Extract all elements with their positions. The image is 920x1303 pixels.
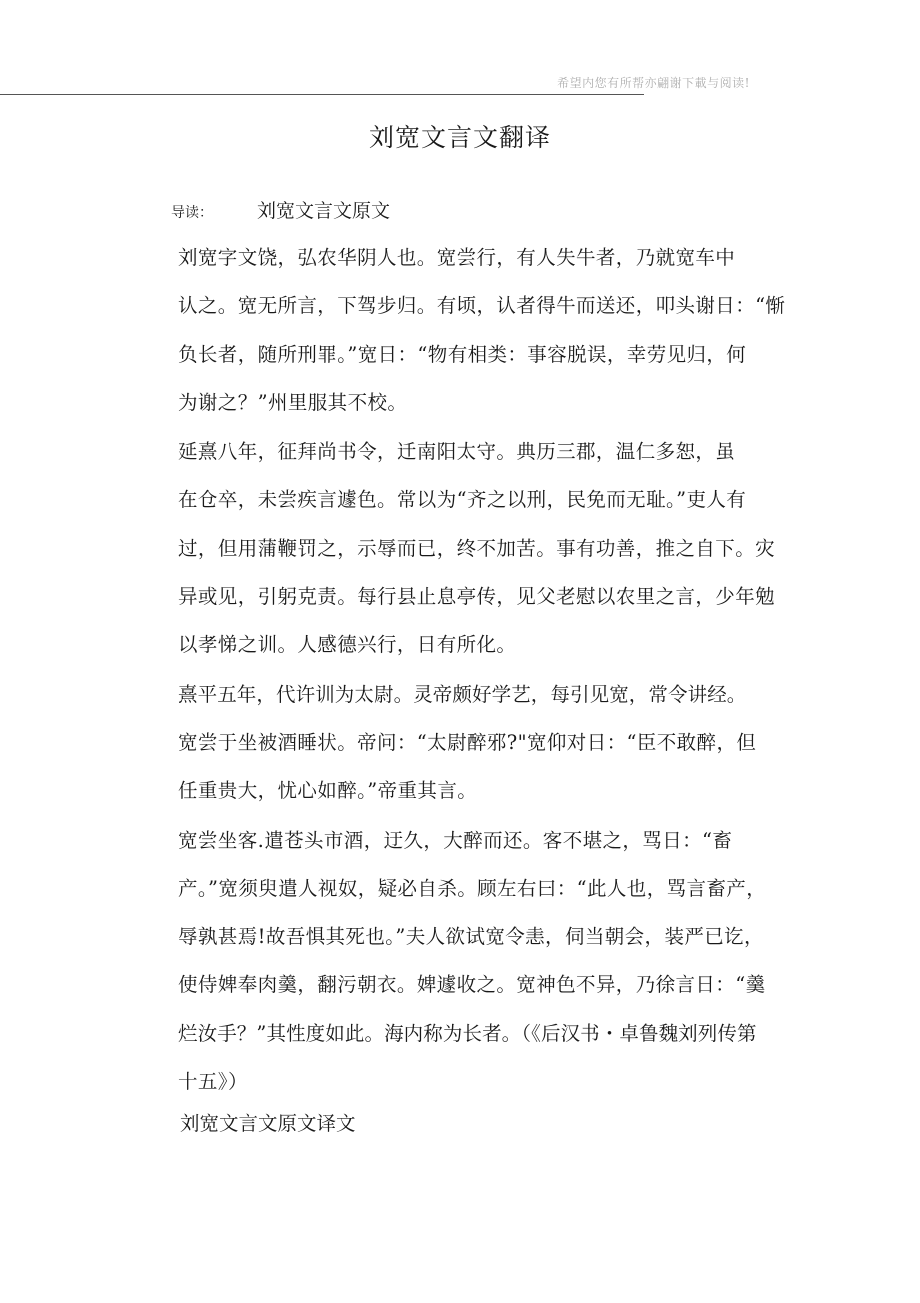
text-line: 延熹八年，征拜尚书令，迁南阳太守。典历三郡，温仁多恕，虽 — [178, 440, 736, 464]
text-line: 以孝悌之训。人感德兴行，日有所化。 — [178, 633, 517, 657]
page-title: 刘宽文言文翻译 — [368, 123, 551, 152]
text-line: 宽尝于坐被酒睡状。帝问：“太尉醉邪?"宽仰对日：“臣不敢醉，但 — [178, 730, 757, 754]
text-line: 宽尝坐客.遣苍头市酒，迂久，大醉而还。客不堪之，骂日：“畜 — [178, 828, 733, 852]
text-line: 在仓卒，未尝疾言遽色。常以为“齐之以刑，民免而无耻。”吏人有 — [178, 488, 747, 512]
text-line: 熹平五年，代许训为太尉。灵帝颇好学艺，每引见宽，常令讲经。 — [178, 682, 747, 706]
body-text — [136, 234, 786, 1107]
paragraph-3 — [136, 671, 780, 816]
header-note: 希望内您有所帮亦翩谢下載与阅读! — [557, 76, 750, 90]
text-line: 使侍婢奉肉羹，翻污朝衣。婢遽收之。宽神色不异，乃徐言日：“羹 — [178, 973, 766, 997]
text-line: 任重贵大，忧心如醉。”帝重其言。 — [178, 779, 478, 803]
text-line: 刘宽字文饶，弘农华阴人也。宽尝行，有人失牛者，乃就宽车中 — [178, 246, 736, 269]
text-line: 为谢之？”州里服其不校。 — [178, 390, 408, 414]
text-line: 负长者，随所刑罪。”宽日：“物有相类：事容脱误，幸劳见归，何 — [178, 342, 747, 366]
text-line: 过，但用蒲鞭罚之，示辱而已，终不加苦。事有功善，推之自下。灾 — [178, 536, 776, 560]
text-line: 十五》） — [178, 1070, 248, 1094]
text-line: 产。”宽须臾遣人视奴，疑必自杀。顾左右曰：“此人也，骂言畜产， — [178, 876, 767, 900]
text-line: 辱孰甚焉!故吾惧其死也。”夫人欲试宽令恚，伺当朝会，装严已讫， — [178, 925, 764, 949]
header-rule — [0, 94, 644, 95]
text-line: 异或见，引躬克责。每行县止息亭传，见父老慰以农里之言，少年勉 — [178, 585, 776, 609]
text-line: 烂汝手？”其性度如此。海内称为长者。（《后汉书・卓鲁魏刘列传第 — [178, 1021, 757, 1045]
intro-text: 刘宽文言文原文 — [257, 200, 391, 222]
paragraph-2 — [136, 428, 780, 669]
text-line: 认之。宽无所言，下驾步归。有顷，认者得牛而送还，叩头谢日：“惭 — [178, 294, 786, 318]
paragraph-4 — [136, 817, 780, 1107]
intro-line — [171, 196, 390, 223]
section-heading: 刘宽文言文原文译文 — [180, 1112, 356, 1135]
paragraph-1 — [136, 234, 786, 427]
intro-label: 导读： — [171, 205, 213, 221]
